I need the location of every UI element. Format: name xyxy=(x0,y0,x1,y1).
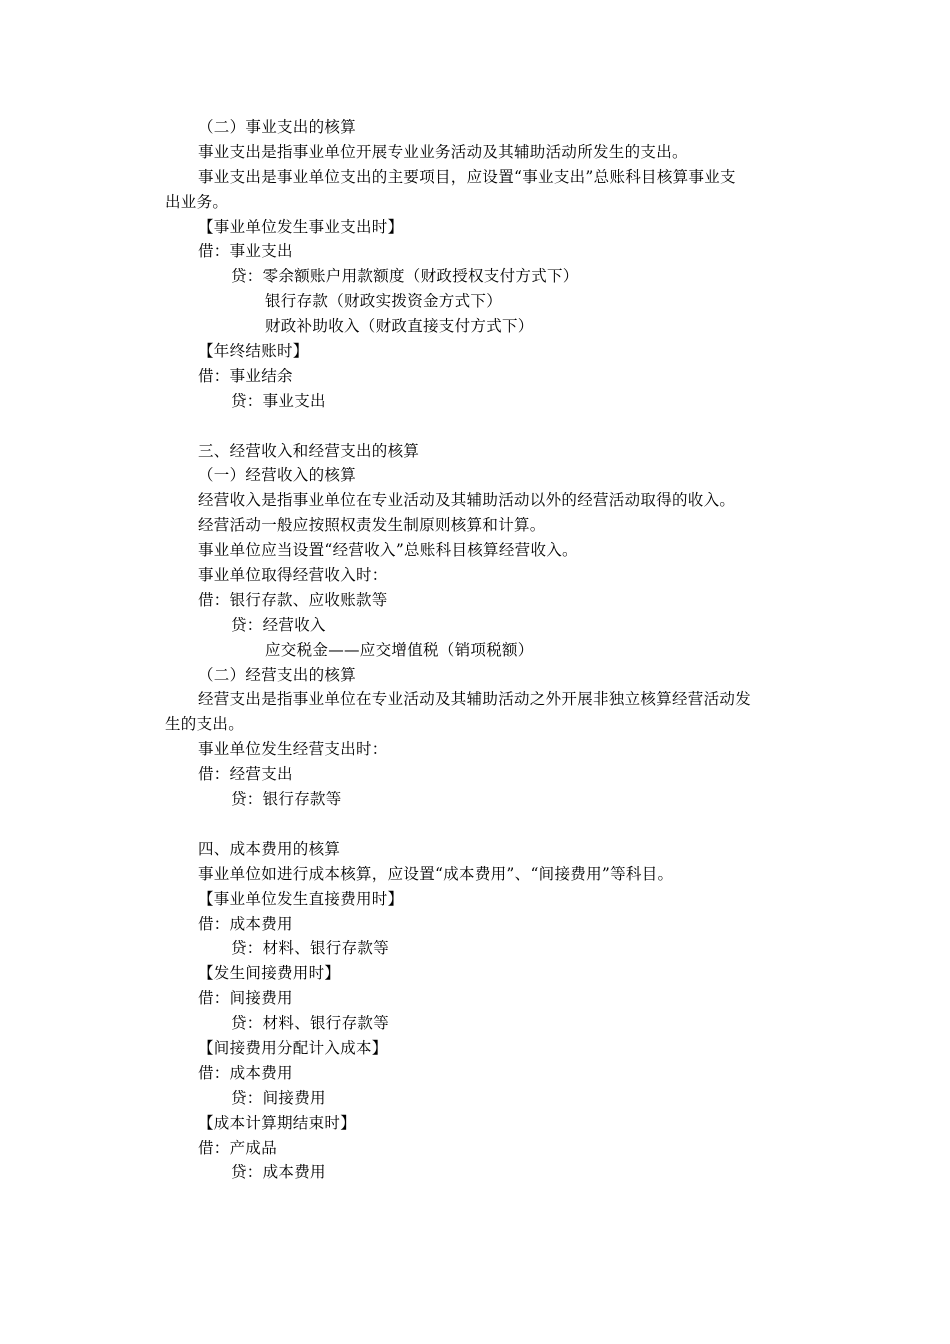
text-line: 【间接费用分配计入成本】 xyxy=(198,1038,388,1057)
text-line: 四、成本费用的核算 xyxy=(198,839,341,858)
text-line: 事业单位应当设置“经营收入”总账科目核算经营收入。 xyxy=(198,541,578,560)
text-line: 财政补助收入（财政直接支付方式下） xyxy=(265,317,534,336)
text-line: 贷：间接费用 xyxy=(231,1088,326,1107)
text-line: 借：产成品 xyxy=(198,1138,278,1157)
text-line: 经营支出是指事业单位在专业活动及其辅助活动之外开展非独立核算经营活动发 xyxy=(198,690,752,709)
text-line: 事业支出是指事业单位开展专业业务活动及其辅助活动所发生的支出。 xyxy=(198,142,688,161)
text-line: 事业单位如进行成本核算，应设置“成本费用”、“间接费用”等科目。 xyxy=(198,864,674,883)
text-line: 【事业单位发生事业支出时】 xyxy=(198,217,404,236)
text-line: （二）事业支出的核算 xyxy=(198,118,357,136)
text-line: 借：成本费用 xyxy=(198,1063,293,1082)
text-line: 经营活动一般应按照权责发生制原则核算和计算。 xyxy=(198,516,546,535)
text-line: 贷：经营收入 xyxy=(231,615,326,634)
text-line: 贷：成本费用 xyxy=(231,1163,326,1182)
text-line: （二）经营支出的核算 xyxy=(198,665,357,684)
text-line: 借：事业结余 xyxy=(198,366,293,385)
text-line: 银行存款（财政实拨资金方式下） xyxy=(265,292,503,311)
text-line: 贷：材料、银行存款等 xyxy=(231,939,390,958)
text-line: 事业单位发生经营支出时： xyxy=(198,740,388,759)
text-line: 借：间接费用 xyxy=(198,989,293,1008)
text-line: 借：事业支出 xyxy=(198,242,293,261)
text-line: 借：银行存款、应收账款等 xyxy=(198,590,388,609)
text-line: 贷：事业支出 xyxy=(231,391,326,410)
text-line: 借：成本费用 xyxy=(198,914,293,933)
text-line: 出业务。 xyxy=(165,192,229,211)
text-line: 事业支出是事业单位支出的主要项目，应设置“事业支出”总账科目核算事业支 xyxy=(198,167,736,186)
text-line: （一）经营收入的核算 xyxy=(198,466,357,485)
text-line: 贷：银行存款等 xyxy=(231,790,342,809)
text-line: 经营收入是指事业单位在专业活动及其辅助活动以外的经营活动取得的收入。 xyxy=(198,491,736,510)
text-line: 【事业单位发生直接费用时】 xyxy=(198,889,404,908)
text-line: 贷：材料、银行存款等 xyxy=(231,1014,390,1033)
text-line: 【发生间接费用时】 xyxy=(198,964,341,983)
text-line: 事业单位取得经营收入时： xyxy=(198,566,388,585)
text-line: 应交税金——应交增值税（销项税额） xyxy=(265,640,534,659)
text-line: 三、经营收入和经营支出的核算 xyxy=(198,441,420,460)
text-line: 贷：零余额账户用款额度（财政授权支付方式下） xyxy=(231,267,579,286)
text-line: 【年终结账时】 xyxy=(198,342,309,361)
blank-line xyxy=(0,414,950,439)
text-line: 借：经营支出 xyxy=(198,765,293,784)
blank-line xyxy=(0,812,950,837)
document-body xyxy=(0,115,950,1185)
text-line: 生的支出。 xyxy=(165,715,245,734)
text-line: 【成本计算期结束时】 xyxy=(198,1113,357,1132)
